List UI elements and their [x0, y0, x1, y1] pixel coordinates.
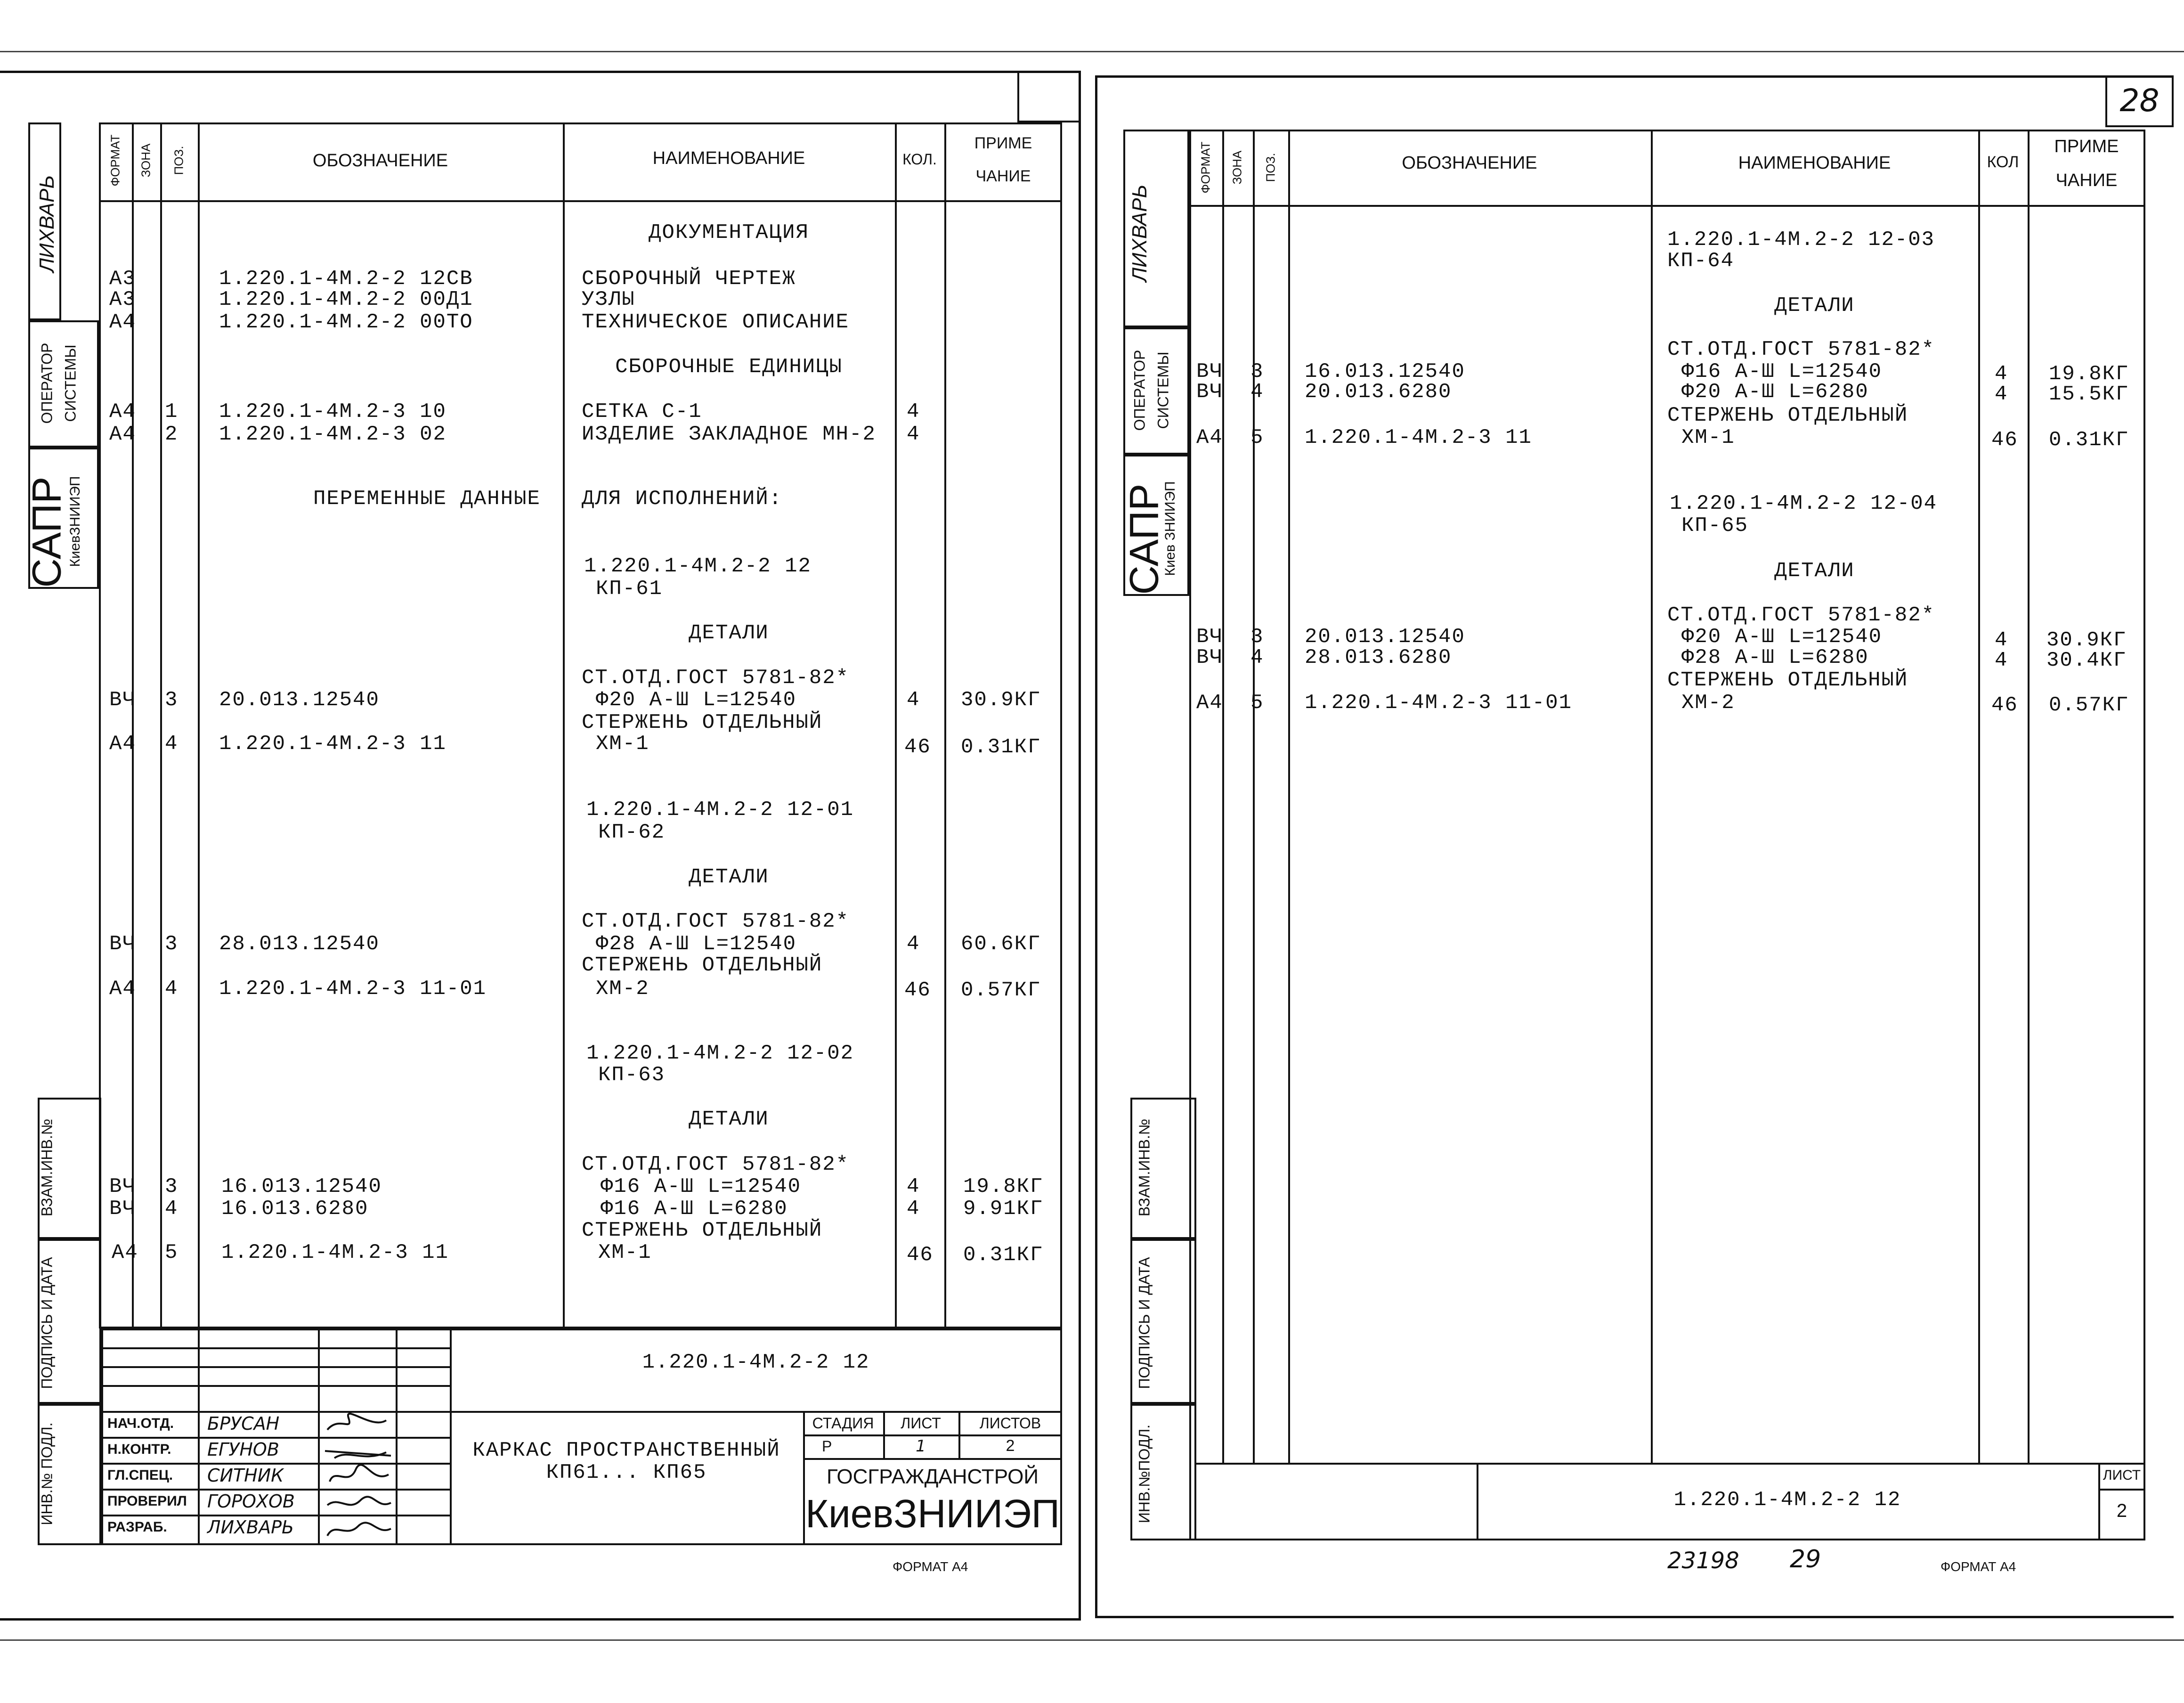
left-hdr-note1: ПРИМЕ [974, 134, 1032, 152]
left-item-2-name1: СТЕРЖЕНЬ ОТДЕЛЬНЫЙ [582, 711, 823, 734]
left-item-4-qty: 46 [904, 978, 931, 1002]
right-item-1-designation: 16.013.12540 [1305, 360, 1465, 383]
left-tb-sheet-label: ЛИСТ [901, 1415, 941, 1432]
left-row-2-designation: 1.220.1-4М.2-2 00Д1 [219, 288, 473, 311]
left-item-5-name2: Ф16 А-Ш L=12540 [601, 1175, 802, 1198]
left-section-details-1: ДЕТАЛИ [689, 621, 769, 645]
left-item-7-name2: ХМ-1 [598, 1241, 652, 1264]
right-operator: ОПЕРАТОР [1131, 350, 1148, 431]
left-tb-title2: КП61... КП65 [546, 1461, 707, 1484]
left-row-3-format: А4 [109, 310, 136, 334]
left-item-1-name2: Ф20 А-Ш L=12540 [596, 688, 797, 712]
right-item-2-note: 15.5КГ [2049, 383, 2129, 406]
left-tb-name-5: ЛИХВАРЬ [207, 1517, 294, 1538]
left-section-assembly: СБОРОЧНЫЕ ЕДИНИЦЫ [615, 355, 843, 379]
left-tb-sheet: 1 [916, 1437, 926, 1456]
left-hdr-qty: КОЛ. [902, 151, 937, 168]
right-footer-sheet: 2 [2116, 1500, 2127, 1521]
left-hdr-designation: ОБОЗНАЧЕНИЕ [312, 151, 448, 171]
right-item-6-designation: 1.220.1-4М.2-3 11-01 [1305, 691, 1573, 715]
left-format-note: ФОРМАТ А4 [893, 1559, 968, 1574]
right-system: СИСТЕМЫ [1154, 351, 1172, 429]
left-item-4-note: 0.57КГ [961, 978, 1041, 1002]
scan-top-edge [0, 51, 2184, 52]
left-row-1-format: А3 [109, 267, 136, 291]
right-hdr-zone: ЗОНА [1230, 150, 1244, 185]
left-variable-data: ПЕРЕМЕННЫЕ ДАННЫЕ [313, 487, 541, 511]
right-sapr: САПР [1121, 483, 1167, 595]
right-item-1-name1: СТ.ОТД.ГОСТ 5781-82* [1667, 338, 1935, 361]
left-item-3-name2: Ф28 А-Ш L=12540 [596, 932, 797, 956]
left-item-2-designation: 1.220.1-4М.2-3 11 [219, 732, 447, 756]
right-group-1-code2: КП-64 [1667, 249, 1735, 273]
left-item-3-designation: 28.013.12540 [219, 932, 380, 956]
right-footer-code: 1.220.1-4М.2-2 12 [1673, 1488, 1901, 1512]
right-item-6-zone: 5 [1250, 691, 1264, 715]
left-row-5-designation: 1.220.1-4М.2-3 02 [219, 423, 447, 446]
right-item-3-qty: 46 [1991, 428, 2018, 452]
left-row-1-designation: 1.220.1-4М.2-2 12СВ [219, 267, 473, 291]
left-tb-name-4: ГОРОХОВ [207, 1491, 295, 1512]
left-item-7-qty: 46 [907, 1243, 934, 1267]
right-item-2-qty: 4 [1995, 383, 2008, 406]
right-item-4-zone: 3 [1250, 625, 1264, 649]
right-item-3-format: А4 [1196, 426, 1223, 449]
right-hdr-note2: ЧАНИЕ [2055, 171, 2118, 190]
right-item-1-format: ВЧ [1196, 360, 1223, 383]
left-hdr-pos: ПОЗ. [171, 146, 186, 175]
left-tb-stage: Р [822, 1438, 832, 1455]
right-item-5-designation: 28.013.6280 [1305, 646, 1452, 669]
left-row-4-designation: 1.220.1-4М.2-3 10 [219, 400, 447, 424]
left-group-2-code1: 1.220.1-4М.2-2 12-01 [586, 798, 854, 822]
left-group-3-code2: КП-63 [598, 1063, 666, 1087]
right-hdr-note1: ПРИМЕ [2054, 137, 2119, 156]
right-hdr-name: НАИМЕНОВАНИЕ [1738, 153, 1891, 173]
right-invpodl: ИНВ.№ПОДЛ. [1136, 1424, 1153, 1524]
left-author: ЛИХВАРЬ [35, 175, 58, 273]
left-item-2-qty: 46 [904, 735, 931, 759]
right-item-1-qty: 4 [1995, 362, 2008, 386]
left-item-2-note: 0.31КГ [961, 735, 1041, 759]
left-item-5-format: ВЧ [109, 1175, 136, 1198]
left-section-details-3: ДЕТАЛИ [689, 1108, 769, 1131]
left-row-4-format: А4 [109, 400, 136, 424]
right-item-5-zone: 4 [1250, 646, 1264, 669]
right-item-2-format: ВЧ [1196, 380, 1223, 404]
right-item-1-note: 19.8КГ [2049, 362, 2129, 386]
left-tb-role-2: Н.КОНТР. [107, 1442, 171, 1457]
left-row-4-name: СЕТКА С-1 [582, 400, 702, 424]
left-tb-name-1: БРУСАН [207, 1413, 280, 1434]
left-item-6-note: 9.91КГ [963, 1197, 1044, 1221]
right-hdr-designation: ОБОЗНАЧЕНИЕ [1402, 153, 1537, 173]
left-item-7-zone: 5 [165, 1241, 179, 1264]
right-item-3-name1: СТЕРЖЕНЬ ОТДЕЛЬНЫЙ [1667, 404, 1908, 427]
left-section-docs: ДОКУМЕНТАЦИЯ [649, 221, 809, 244]
right-item-6-format: А4 [1196, 691, 1223, 715]
left-item-4-zone: 4 [165, 977, 179, 1001]
right-group-1-code1: 1.220.1-4М.2-2 12-03 [1667, 228, 1935, 252]
right-item-6-note: 0.57КГ [2049, 693, 2129, 717]
right-format-note: ФОРМАТ А4 [1940, 1559, 2016, 1574]
left-item-5-zone: 3 [165, 1175, 179, 1198]
right-section-details-1: ДЕТАЛИ [1774, 294, 1855, 318]
left-tb-role-5: РАЗРАБ. [107, 1519, 167, 1535]
left-header-line [99, 200, 1062, 202]
left-group-1-code1: 1.220.1-4М.2-2 12 [584, 554, 812, 578]
left-tb-role-4: ПРОВЕРИЛ [107, 1493, 187, 1509]
right-section-details-2: ДЕТАЛИ [1774, 559, 1855, 583]
left-group-3-code1: 1.220.1-4М.2-2 12-02 [586, 1042, 854, 1065]
left-item-5-name1: СТ.ОТД.ГОСТ 5781-82* [582, 1153, 850, 1176]
left-item-6-designation: 16.013.6280 [221, 1197, 369, 1221]
right-archive-number: 23198 [1667, 1548, 1739, 1574]
left-row-5-format: А4 [109, 423, 136, 446]
right-footer-sheet-label: ЛИСТ [2103, 1467, 2141, 1483]
left-tb-sheets-label: ЛИСТОВ [979, 1415, 1041, 1432]
left-item-4-format: А4 [109, 977, 136, 1001]
left-item-6-qty: 4 [907, 1197, 920, 1221]
right-item-4-format: ВЧ [1196, 625, 1223, 649]
left-row-5-zone: 2 [165, 423, 179, 446]
left-tb-sheets: 2 [1006, 1437, 1015, 1455]
right-item-6-name1: СТЕРЖЕНЬ ОТДЕЛЬНЫЙ [1667, 668, 1908, 692]
left-item-3-note: 60.6КГ [961, 932, 1041, 956]
right-item-1-name2: Ф16 А-Ш L=12540 [1681, 360, 1883, 383]
left-hdr-name: НАИМЕНОВАНИЕ [652, 148, 805, 168]
left-sapr: САПР [24, 476, 70, 588]
left-invpodl: ИНВ.№ ПОДЛ. [38, 1422, 56, 1525]
left-row-3-name: ТЕХНИЧЕСКОЕ ОПИСАНИЕ [582, 310, 850, 334]
right-item-2-name2: Ф20 А-Ш L=6280 [1681, 380, 1869, 404]
left-item-7-name1: СТЕРЖЕНЬ ОТДЕЛЬНЫЙ [582, 1219, 823, 1242]
right-item-1-zone: 3 [1250, 360, 1264, 383]
left-tb-code: 1.220.1-4М.2-2 12 [642, 1351, 870, 1374]
left-row-2-format: А3 [109, 288, 136, 311]
left-tb-role-1: НАЧ.ОТД. [107, 1416, 174, 1431]
left-item-7-format: А4 [112, 1241, 138, 1264]
right-item-6-qty: 46 [1991, 693, 2018, 717]
left-tb-name-2: ЕГУНОВ [207, 1439, 279, 1460]
right-institute: Киев ЗНИИЭП [1162, 481, 1178, 576]
left-item-7-note: 0.31КГ [963, 1243, 1044, 1267]
left-group-2-code2: КП-62 [598, 821, 666, 844]
left-item-1-designation: 20.013.12540 [219, 688, 380, 712]
left-tb-org1: ГОСГРАЖДАНСТРОЙ [827, 1465, 1039, 1488]
left-system: СИСТЕМЫ [62, 344, 79, 422]
right-item-5-qty: 4 [1995, 649, 2008, 672]
left-item-5-note: 19.8КГ [963, 1175, 1044, 1198]
left-for-versions: ДЛЯ ИСПОЛНЕНИЙ: [582, 487, 783, 511]
left-group-1-code2: КП-61 [596, 577, 663, 601]
right-hdr-pos: ПОЗ. [1263, 153, 1278, 182]
left-item-6-zone: 4 [165, 1197, 179, 1221]
left-tb-org2: КиевЗНИИЭП [805, 1491, 1060, 1536]
left-hdr-format: ФОРМАТ [108, 134, 122, 187]
right-hdr-format: ФОРМАТ [1198, 141, 1213, 194]
left-item-7-designation: 1.220.1-4М.2-3 11 [221, 1241, 449, 1264]
left-hdr-note2: ЧАНИЕ [975, 167, 1031, 185]
left-item-2-format: А4 [109, 732, 136, 756]
left-item-2-name2: ХМ-1 [596, 732, 650, 756]
left-item-4-name1: СТЕРЖЕНЬ ОТДЕЛЬНЫЙ [582, 953, 823, 977]
scan-bottom-edge [0, 1639, 2184, 1641]
right-item-4-name1: СТ.ОТД.ГОСТ 5781-82* [1667, 603, 1935, 627]
left-item-1-zone: 3 [165, 688, 179, 712]
left-tb-name-3: СИТНИК [207, 1465, 284, 1486]
left-operator: ОПЕРАТОР [38, 342, 56, 424]
left-row-1-name: СБОРОЧНЫЙ ЧЕРТЕЖ [582, 267, 796, 291]
right-item-5-note: 30.4КГ [2046, 649, 2127, 672]
left-hdr-zone: ЗОНА [138, 143, 153, 178]
right-hdr-qty: КОЛ [1987, 153, 2019, 171]
left-item-5-designation: 16.013.12540 [221, 1175, 382, 1198]
right-item-4-qty: 4 [1995, 628, 2008, 652]
right-item-4-note: 30.9КГ [2046, 628, 2127, 652]
right-item-3-designation: 1.220.1-4М.2-3 11 [1305, 426, 1532, 449]
right-vzam: ВЗАМ.ИНВ.№ [1136, 1118, 1153, 1217]
right-item-6-name2: ХМ-2 [1681, 691, 1735, 715]
left-tb-role-3: ГЛ.СПЕЦ. [107, 1467, 173, 1483]
right-group-2-code1: 1.220.1-4М.2-2 12-04 [1670, 492, 1938, 515]
right-item-2-designation: 20.013.6280 [1305, 380, 1452, 404]
left-row-4-qty: 4 [907, 400, 920, 424]
left-item-3-name1: СТ.ОТД.ГОСТ 5781-82* [582, 910, 850, 933]
left-row-5-name: ИЗДЕЛИЕ ЗАКЛАДНОЕ МН-2 [582, 423, 876, 446]
left-row-2-name: УЗЛЫ [582, 288, 635, 311]
left-item-1-qty: 4 [907, 688, 920, 712]
left-item-4-name2: ХМ-2 [596, 977, 650, 1001]
right-item-5-name2: Ф28 А-Ш L=6280 [1681, 646, 1869, 669]
left-tb-signatures [320, 1411, 396, 1545]
right-item-3-zone: 5 [1250, 426, 1264, 449]
left-item-3-format: ВЧ [109, 932, 136, 956]
right-item-3-note: 0.31КГ [2049, 428, 2129, 452]
left-row-4-zone: 1 [165, 400, 179, 424]
left-item-1-name1: СТ.ОТД.ГОСТ 5781-82* [582, 666, 850, 690]
right-item-5-format: ВЧ [1196, 646, 1223, 669]
right-page-number: 28 [2119, 82, 2160, 119]
left-row-3-designation: 1.220.1-4М.2-2 00ТО [219, 310, 473, 334]
left-section-details-2: ДЕТАЛИ [689, 865, 769, 889]
left-row-5-qty: 4 [907, 423, 920, 446]
right-podpis: ПОДПИСЬ И ДАТА [1136, 1257, 1153, 1389]
left-top-tab [1017, 71, 1081, 122]
left-item-3-qty: 4 [907, 932, 920, 956]
right-item-4-designation: 20.013.12540 [1305, 625, 1465, 649]
left-institute: КиевЗНИИЭП [67, 476, 83, 567]
right-item-2-zone: 4 [1250, 380, 1264, 404]
left-tb-title1: КАРКАС ПРОСТРАНСТВЕННЫЙ [472, 1439, 780, 1462]
right-header-line [1189, 205, 2145, 207]
left-item-4-designation: 1.220.1-4М.2-3 11-01 [219, 977, 487, 1001]
right-item-3-name2: ХМ-1 [1681, 426, 1735, 449]
left-item-6-name2: Ф16 А-Ш L=6280 [601, 1197, 788, 1221]
left-podpis: ПОДПИСЬ И ДАТА [38, 1257, 56, 1389]
left-tb-stage-label: СТАДИЯ [812, 1415, 874, 1432]
left-item-2-zone: 4 [165, 732, 179, 756]
left-vzam: ВЗАМ.ИНВ.№ [38, 1118, 56, 1217]
left-item-1-note: 30.9КГ [961, 688, 1041, 712]
right-author: ЛИХВАРЬ [1128, 184, 1151, 282]
right-item-4-name2: Ф20 А-Ш L=12540 [1681, 625, 1883, 649]
left-item-1-format: ВЧ [109, 688, 136, 712]
right-handwritten-number: 29 [1790, 1545, 1821, 1573]
left-item-6-format: ВЧ [109, 1197, 136, 1221]
left-item-3-zone: 3 [165, 932, 179, 956]
right-group-2-code2: КП-65 [1681, 514, 1749, 538]
left-item-5-qty: 4 [907, 1175, 920, 1198]
